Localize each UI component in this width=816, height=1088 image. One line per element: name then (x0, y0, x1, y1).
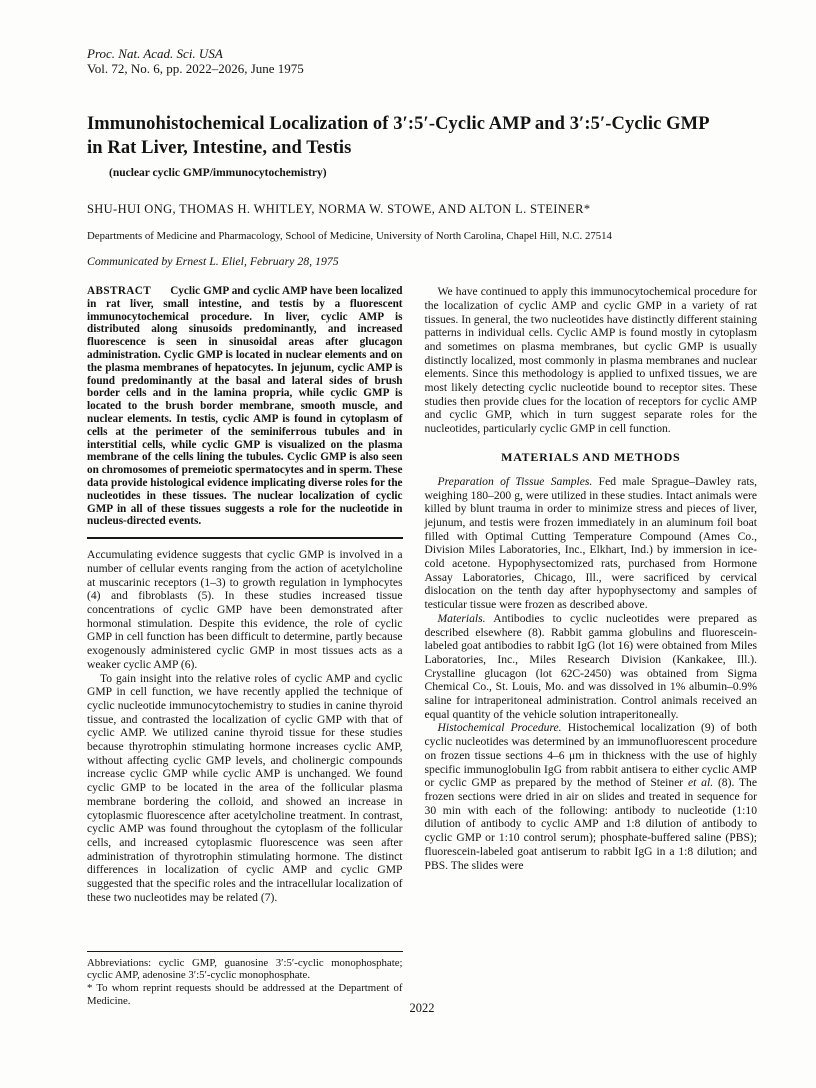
abbreviations-note: Abbreviations: cyclic GMP, guanosine 3′:5′-cyclic monophosphate; cyclic AMP, adenosine 3′:5′-cyclic monophosphate. (87, 956, 403, 982)
methods-paragraph-tissue-samples (425, 475, 757, 612)
methods-heading: MATERIALS AND METHODS (501, 449, 681, 464)
abstract-text: Cyclic GMP and cyclic AMP have been localized in rat liver, small intestine, and testis by a fluorescent immunocytochemical procedure. In liver, cyclic AMP is distributed along sinusoids predominantly, and increased fluorescence is seen in sinusoidal areas after glucagon administration. Cyclic GMP is located in nuclear elements and on the plasma membranes of hepatocytes. In jejunum, cyclic AMP is found predominantly at the basal and lateral sides of brush border cells and in the lamina propria, while cyclic GMP is located to the brush border membrane, smooth muscle, and nuclear elements. In testis, cyclic AMP is found in cytoplasm of cells at the perimeter of the seminiferrous tubules and in interstitial cells, while cyclic GMP is visualized on the plasma membrane of the cells lining the tubules. Cyclic GMP is also seen on chromosomes of premeiotic spermatocytes and in sperm. These data provide histological evidence implicating diverse roles for the nucleotides in these tissues. The nuclear localization of cyclic GMP in all of these tissues suggests a role for the nucleotide in nucleus-directed events. (87, 285, 403, 528)
continuation-paragraph: We have continued to apply this immunocytochemical procedure for the localization of cyclic AMP and cyclic GMP in a variety of rat tissues. In general, the two nucleotides have distinctly different staining patterns in individual cells. Cyclic AMP is found mostly in cytoplasm and sometimes on plasma membranes, but cyclic GMP is usually distinctly localized, most commonly in plasma membranes and nuclear elements. Since this methodology is applied to unfixed tissues, we are most likely detecting cyclic nucleotide bound to receptor sites. These studies then provide clues for the location of receptors for cyclic AMP and cyclic GMP, which in turn suggest separate roles for the nucleotides, particularly cyclic GMP in cell function. (424, 285, 757, 436)
journal-header (87, 46, 757, 76)
right-column (425, 285, 757, 1007)
two-column-body (87, 285, 757, 1007)
affiliation-line: Departments of Medicine and Pharmacology, School of Medicine, University of North Carolina, Chapel Hill, N.C. 27514 (87, 230, 612, 243)
authors-line: SHU-HUI ONG, THOMAS H. WHITLEY, NORMA W. STOWE, AND ALTON L. STEINER* (87, 202, 591, 217)
paper-title-line2: in Rat Liver, Intestine, and Testis (87, 138, 352, 159)
method-lead-tissue-samples: Preparation of Tissue Samples. (437, 474, 593, 488)
page-number: 2022 (409, 1001, 435, 1015)
method-text-histochemical-a: Histochemical localization (9) of both cyclic nucleotides was determined by an immunofluorescent procedure on frozen tissue sections 4–6 μm in thickness with the use of highly specific immunoglobulin IgG from rabbit antisera to either cyclic AMP or cyclic GMP as prepared by the method of Steiner (424, 721, 757, 790)
reprint-note: * To whom reprint requests should be addressed at the Department of Medicine. (87, 981, 403, 1007)
journal-issue: Vol. 72, No. 6, pp. 2022–2026, June 1975 (87, 61, 304, 76)
paper-title (87, 112, 757, 160)
abstract-paragraph (87, 285, 403, 528)
paper-title-line1: Immunohistochemical Localization of 3′:5′-Cyclic AMP and 3′:5′-Cyclic GMP (87, 114, 710, 134)
intro-paragraph-2: To gain insight into the relative roles of cyclic AMP and cyclic GMP in cell function, we have recently applied the technique of cyclic nucleotide immunocytochemistry to studies in canine thyroid tissue, and contrasted the localization of cyclic GMP with that of cyclic AMP. We utilized canine thyroid tissue for these studies because thyrotrophin stimulating hormone increases cyclic AMP, without affecting cyclic GMP levels, and cholinergic compounds increase cyclic GMP while cyclic AMP is unchanged. We found cyclic GMP to be located in the area of the follicular plasma membrane bordering the colloid, and showed an increase in cytoplasmic fluorescence after acetylcholine treatment. In contrast, cyclic AMP was found throughout the cytoplasm of the follicular cells, and increased cytoplasmic fluorescence was seen after administration of thyrotrophin stimulating hormone. The distinct differences in localization of cyclic AMP and cyclic GMP suggested that the specific roles and the intracellular localization of these two nucleotides may be related (7). (87, 671, 403, 904)
et-al-citation: et al. (688, 776, 714, 790)
footnote-divider (87, 951, 403, 952)
communicated-line: Communicated by Ernest L. Eliel, February 28, 1975 (87, 254, 339, 269)
method-text-tissue-samples: Fed male Sprague–Dawley rats, weighing 180–200 g, were utilized in these studies. Intact animals were killed by blunt trauma in order to minimize stress and pieces of liver, jejunum, and testis were frozen immediately in an aluminum foil boat filled with Optimal Cutting Temperature Compound (Ames Co., Division Miles Laboratories, Inc., Elkhart, Ind.) by immersion in ice-cold acetone. Hypophysectomized rats, purchased from Hormone Assay Laboratories, Chicago, Ill., were sacrificed by cervical dislocation on the tenth day after hypophysectomy and samples of testicular tissue were frozen as described above. (424, 474, 757, 612)
abstract-label: ABSTRACT (87, 285, 152, 298)
methods-paragraph-histochemical (425, 721, 757, 872)
method-lead-histochemical: Histochemical Procedure. (437, 721, 562, 735)
method-lead-materials: Materials. (437, 611, 486, 625)
intro-paragraph-1: Accumulating evidence suggests that cyclic GMP is involved in a number of cellular events ranging from the action of acetylcholine at muscarinic receptors (1–3) to growth regulation in lymphocytes (4) and fibroblasts (5). In these studies increased tissue concentrations of cyclic GMP have been demonstrated after hormonal stimulation. Despite this evidence, the role of cyclic GMP in cell function has been difficult to determine, partly because exogenously administered cyclic GMP in most tissues acts as a weaker cyclic AMP (6). (87, 548, 403, 671)
abstract-divider (87, 537, 403, 539)
methods-paragraph-materials (425, 612, 757, 722)
footnote-block (87, 941, 403, 1007)
journal-name: Proc. Nat. Acad. Sci. USA (87, 46, 223, 61)
left-column (87, 285, 403, 1007)
title-keywords: (nuclear cyclic GMP/immunocytochemistry) (109, 167, 327, 180)
method-text-materials: Antibodies to cyclic nucleotides were prepared as described elsewhere (8). Rabbit gamma globulins and fluorescein-labeled goat antibodies to rabbit IgG (lot 16) were obtained from Miles Laboratories, Inc., Miles Research Division (Kankakee, Ill.). Crystalline glucagon (lot 62C-2450) was obtained from Sigma Chemical Co., St. Louis, Mo. and was dissolved in 1% albumin–0.9% saline for intraperitoneal administration. Control animals received an equal quantity of the vehicle solution intraperitoneally. (424, 611, 757, 721)
method-text-histochemical-b: (8). The frozen sections were dried in air on slides and treated in sequence for 30 min with each of the following: antibody to nucleotide (1:10 dilution of antibody to cyclic AMP and 1:8 dilution of antibody to cyclic GMP or 1:10 control serum); phosphate-buffered saline (PBS); fluorescein-labeled goat antiserum to rabbit IgG in a 1:8 dilution; and PBS. The slides were (424, 776, 757, 872)
